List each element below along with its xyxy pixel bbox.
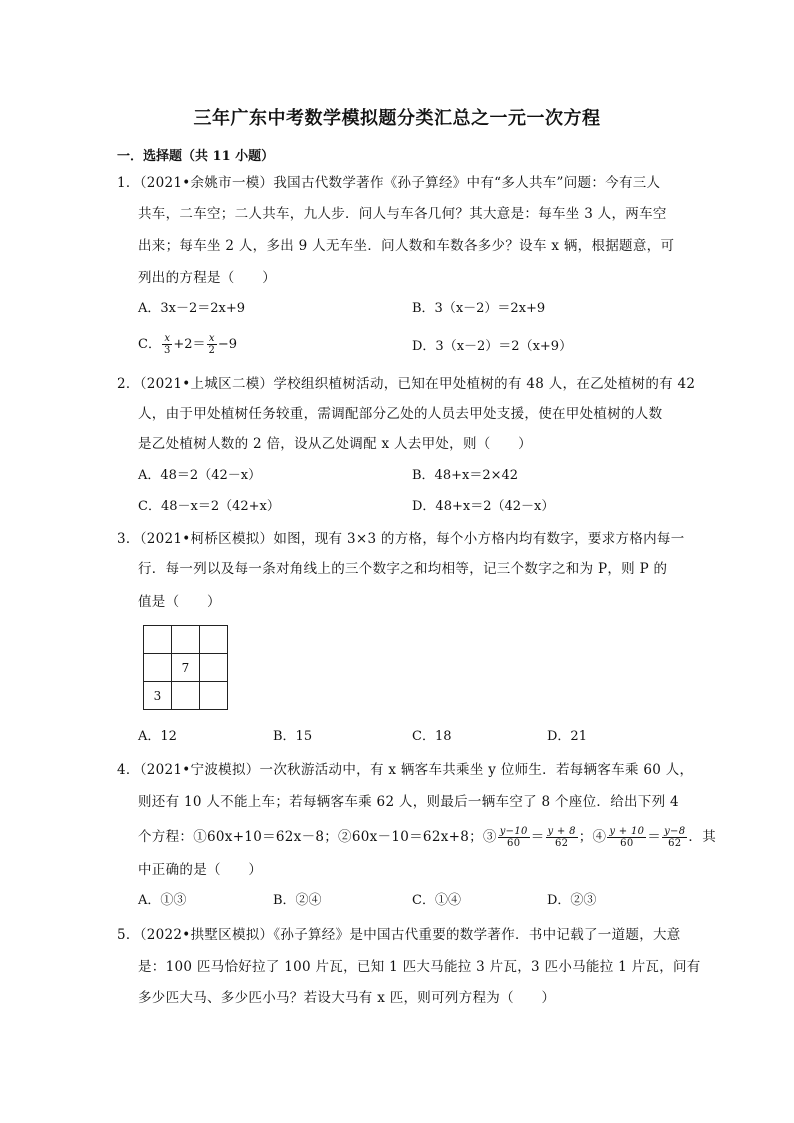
q4-separator: ；④ xyxy=(578,829,607,845)
grid-cell xyxy=(144,626,172,654)
q1-option-c-mid: +2＝ xyxy=(173,337,206,352)
section-heading: 一．选择题（共 11 小题） xyxy=(117,149,275,164)
q1-line-3: 出来；每车坐 2 人，多出 9 人无车坐．问人数和车数各多少？设车 x 辆，根据题意，可 xyxy=(138,238,675,254)
q2-option-c: C．48－x＝2（42+x） xyxy=(138,499,280,514)
grid-cell xyxy=(200,654,228,682)
q4-line-4: 中正确的是（ ） xyxy=(138,862,263,878)
q1-line-2: 共车，二车空；二人共车，九人步．问人与车各几何？其大意是：每车坐 3 人，两车空 xyxy=(138,206,667,222)
grid-cell xyxy=(200,626,228,654)
q2-line-3: 是乙处植树人数的 2 倍，设从乙处调配 x 人去甲处，则（ ） xyxy=(138,436,532,452)
q5-line-1: 5．（2022•拱墅区模拟）《孙子算经》是中国古代重要的数学著作．书中记载了一道题，大意 xyxy=(117,927,681,943)
q1-option-b: B．3（x－2）＝2x+9 xyxy=(412,301,546,316)
fraction: $\frac{y-8}{62}$ xyxy=(664,826,686,849)
grid-cell: 3 xyxy=(144,682,172,710)
q3-line-1: 3．（2021•柯桥区模拟）如图，现有 3×3 的方格，每个小方格内均有数字，要求方格内每一 xyxy=(117,531,685,547)
grid-cell xyxy=(200,682,228,710)
magic-square-grid xyxy=(143,625,228,710)
q4-line-2: 则还有 10 人不能上车；若每辆客车乘 62 人，则最后一辆车空了 8 个座位．给出下列 4 xyxy=(138,794,679,810)
q1-option-d: D．3（x－2）＝2（x+9） xyxy=(412,339,573,354)
q2-option-b: B．48+x＝2×42 xyxy=(412,468,519,483)
q3-option-a: A．12 xyxy=(138,729,177,744)
grid-cell xyxy=(144,654,172,682)
q1-line-4: 列出的方程是（ ） xyxy=(138,270,276,286)
equals-sign: ＝ xyxy=(647,829,662,845)
grid-cell xyxy=(172,682,200,710)
q4-option-d: D．②③ xyxy=(547,893,597,908)
page-title: 三年广东中考数学模拟题分类汇总之一元一次方程 xyxy=(193,108,601,129)
q2-option-d: D．48+x＝2（42－x） xyxy=(412,499,555,514)
q3-option-b: B．15 xyxy=(273,729,313,744)
q4-option-c: C．①④ xyxy=(412,893,461,908)
fraction: $\frac{y + 10}{60}$ xyxy=(609,826,645,849)
q4-option-a: A．①③ xyxy=(138,893,187,908)
q1-option-a: A．3x－2＝2x+9 xyxy=(138,301,246,316)
fraction: $\frac{y-10}{60}$ xyxy=(499,826,528,849)
q1-option-c xyxy=(138,333,237,356)
grid-cell xyxy=(172,626,200,654)
q2-option-a: A．48＝2（42－x） xyxy=(138,468,262,483)
q4-line-3-prefix: 个方程：①60x+10＝62x－8；②60x－10＝62x+8；③ xyxy=(138,829,497,845)
q3-line-3: 值是（ ） xyxy=(138,594,221,610)
q2-line-2: 人，由于甲处植树任务较重，需调配部分乙处的人员去甲处支援，使在甲处植树的人数 xyxy=(138,406,663,422)
q4-line-1: 4．（2021•宁波模拟）一次秋游活动中，有 x 辆客车共乘坐 y 位师生．若每辆客车乘 60 人， xyxy=(117,762,694,778)
q5-line-2: 是：100 匹马恰好拉了 100 片瓦，已知 1 匹大马能拉 3 片瓦，3 匹小马能拉 1 片瓦，问有 xyxy=(138,959,701,975)
fraction: $\frac{y + 8}{62}$ xyxy=(547,826,576,849)
q5-line-3: 多少匹大马、多少匹小马？若设大马有 x 匹，则可列方程为（ ） xyxy=(138,990,556,1006)
q4-line-3 xyxy=(138,826,716,849)
q3-option-d: D．21 xyxy=(547,729,587,744)
q2-line-1: 2．（2021•上城区二模）学校组织植树活动，已知在甲处植树的有 48 人，在乙处植树的有 42 xyxy=(117,376,696,392)
q4-option-b: B．②④ xyxy=(273,893,322,908)
q1-line-1: 1．（2021•余姚市一模）我国古代数学著作《孙子算经》中有“多人共车”问题：今有三人 xyxy=(117,175,661,191)
q1-option-c-prefix: C． xyxy=(138,337,161,352)
q3-line-2: 行．每一列以及每一条对角线上的三个数字之和均相等，记三个数字之和为 P，则 P 的 xyxy=(138,561,668,577)
q4-line-3-suffix: ．其 xyxy=(688,829,716,845)
q1-option-c-suffix: −9 xyxy=(217,337,238,352)
equals-sign: ＝ xyxy=(530,829,545,845)
fraction: $\frac{x}{2}$ xyxy=(208,333,215,356)
fraction: $\frac{x}{3}$ xyxy=(163,333,171,356)
q3-option-c: C．18 xyxy=(412,729,452,744)
grid-cell: 7 xyxy=(172,654,200,682)
